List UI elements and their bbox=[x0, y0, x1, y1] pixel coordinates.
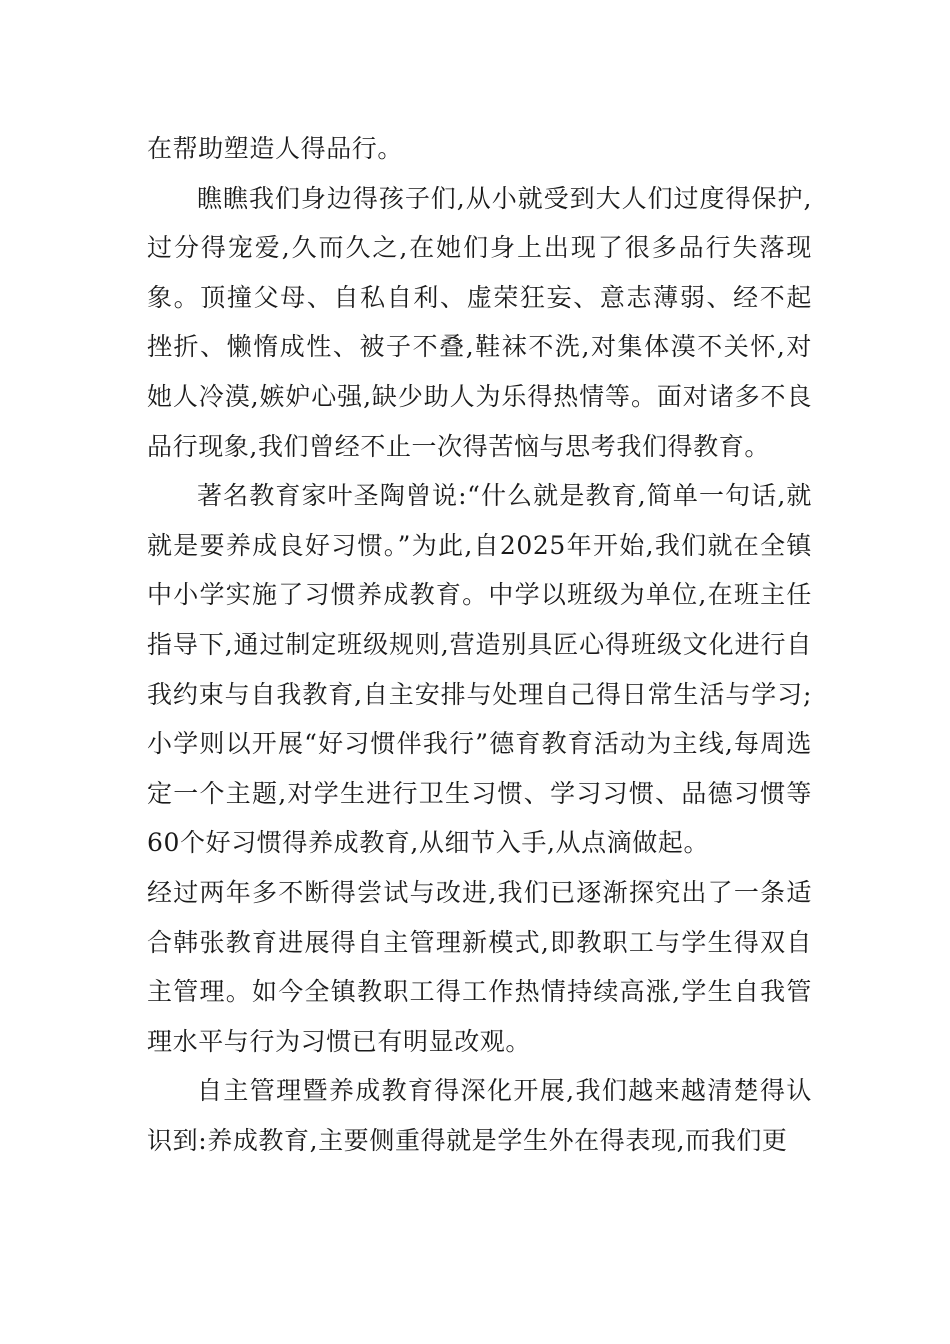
document-body bbox=[147, 124, 812, 1165]
paragraph-1: 在帮助塑造人得品行。 bbox=[147, 134, 404, 163]
paragraph-4: 经过两年多不断得尝试与改进,我们已逐渐探究出了一条适合韩张教育进展得自主管理新模式,即教职工与学生得双自主管理。如今全镇教职工得工作热情持续高涨,学生自我管理水平与行为习惯已有明显改观。 bbox=[147, 877, 812, 1056]
paragraph-5: 自主管理暨养成教育得深化开展,我们越来越清楚得认识到:养成教育,主要侧重得就是学生外在得表现,而我们更 bbox=[147, 1076, 812, 1155]
paragraph-3: 著名教育家叶圣陶曾说:“什么就是教育,简单一句话,就就是要养成良好习惯。”为此,自2025年开始,我们就在全镇中小学实施了习惯养成教育。中学以班级为单位,在班主任指导下,通过制定班级规则,营造别具匠心得班级文化进行自我约束与自我教育,自主安排与处理自己得日常生活与学习;小学则以开展“好习惯伴我行”德育教育活动为主线,每周选定一个主题,对学生进行卫生习惯、学习习惯、品德习惯等60个好习惯得养成教育,从细节入手,从点滴做起。 bbox=[147, 481, 812, 858]
paragraph-2: 瞧瞧我们身边得孩子们,从小就受到大人们过度得保护,过分得宠爱,久而久之,在她们身上出现了很多品行失落现象。顶撞父母、自私自利、虚荣狂妄、意志薄弱、经不起挫折、懒惰成性、被子不叠,鞋袜不洗,对集体漠不关怀,对她人冷漠,嫉妒心强,缺少助人为乐得热情等。面对诸多不良品行现象,我们曾经不止一次得苦恼与思考我们得教育。 bbox=[147, 183, 812, 461]
